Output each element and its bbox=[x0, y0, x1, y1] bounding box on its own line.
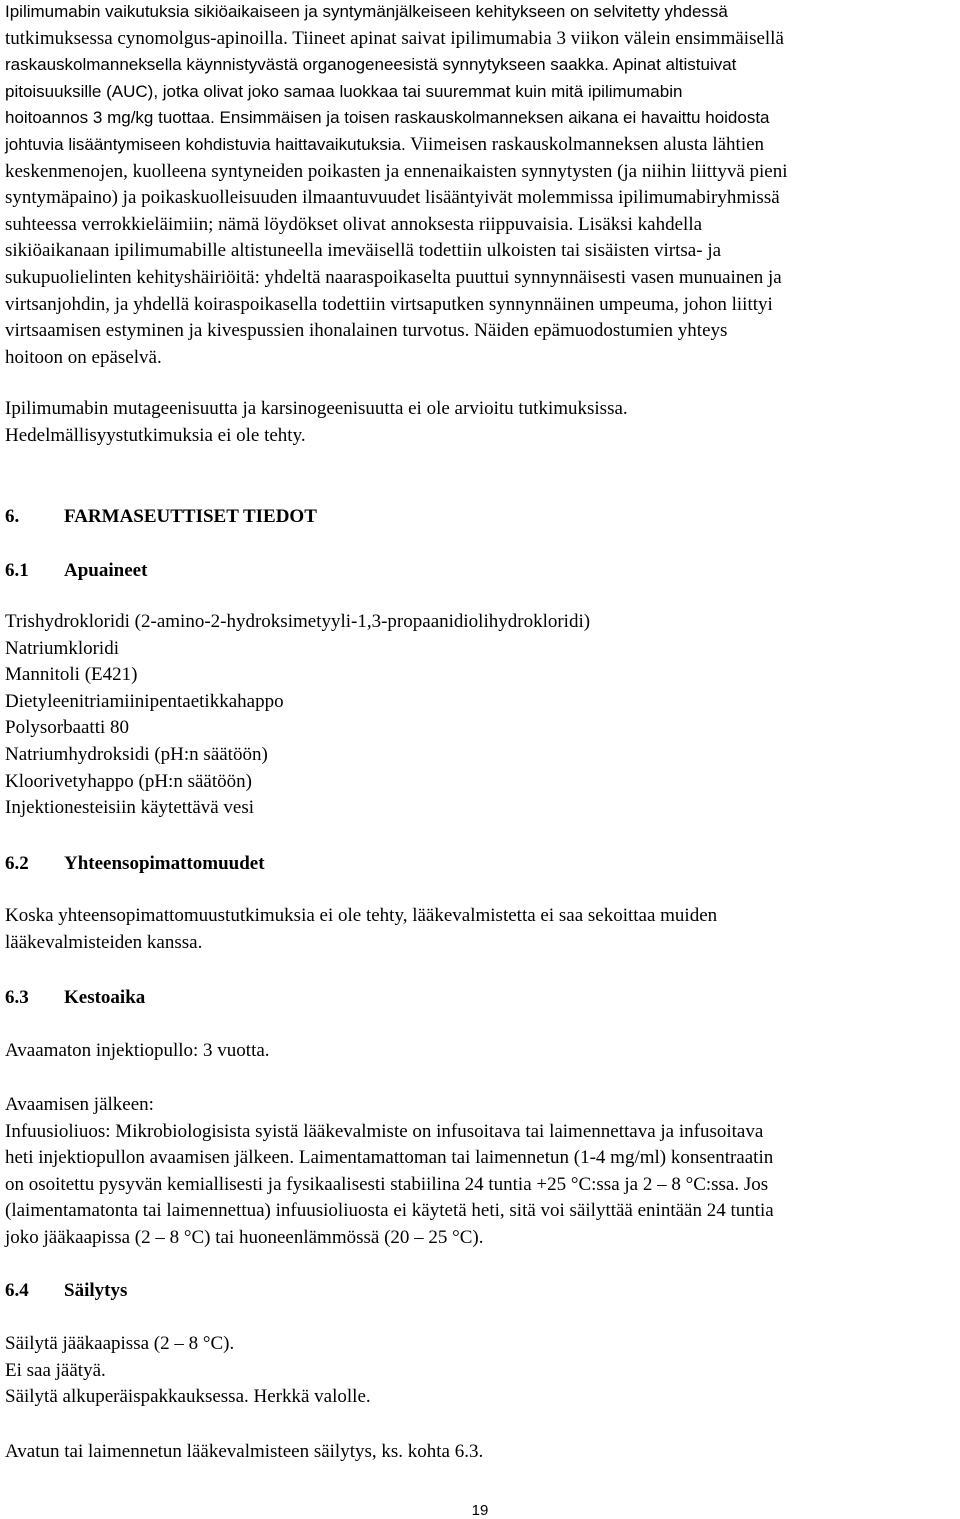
text-line: Koska yhteensopimattomuustutkimuksia ei ole tehty, lääkevalmistetta ei saa sekoittaa muiden bbox=[5, 905, 718, 926]
section-title: Apuaineet bbox=[64, 560, 148, 581]
excipients-list bbox=[5, 609, 590, 822]
text-line: Ipilimumabin mutageenisuutta ja karsinogeenisuutta ei ole arvioitu tutkimuksissa. bbox=[5, 398, 628, 419]
section-6-4-heading bbox=[5, 1278, 127, 1304]
text-line: sikiöaikanaan ipilimumabille altistuneella imeväisellä todettiin ulkoisten tai sisäisten virtsa- ja bbox=[5, 240, 722, 262]
text-line: hoitoannos 3 mg/kg tuottaa. Ensimmäisen ja toisen raskauskolmanneksen aikana ei havaittu hoidosta bbox=[5, 108, 770, 128]
text-line: Hedelmällisyystutkimuksia ei ole tehty. bbox=[5, 424, 306, 446]
section-number: 6.2 bbox=[5, 853, 29, 874]
text-line: raskauskolmanneksella käynnistyvästä organogeneesistä synnytykseen saakka. Apinat altistuivat bbox=[5, 55, 737, 75]
text-line: Avatun tai laimennetun lääkevalmisteen säilytys, ks. kohta 6.3. bbox=[5, 1441, 484, 1462]
text-line: Ipilimumabin vaikutuksia sikiöaikaiseen ja syntymänjälkeiseen kehitykseen on selvitetty yhdessä bbox=[5, 2, 728, 21]
storage-paragraph bbox=[5, 1331, 371, 1411]
text-line: joko jääkaapissa (2 – 8 °C) tai huoneenlämmössä (20 – 25 °C). bbox=[5, 1226, 484, 1248]
text-line: suhteessa verrokkieläimiin; nämä löydökset olivat annoksesta riippuvaisia. Lisäksi kahdella bbox=[5, 213, 703, 235]
section-6-heading bbox=[5, 504, 317, 530]
section-6-1-heading bbox=[5, 558, 147, 584]
text-line: keskenmenojen, kuolleena syntyneiden poikasten ja ennenaikaisten synnytysten (ja niihin liittyvä pieni bbox=[5, 160, 788, 182]
text-line: lääkevalmisteiden kanssa. bbox=[5, 931, 203, 953]
section-title: Säilytys bbox=[64, 1280, 128, 1301]
section-number: 6. bbox=[5, 506, 20, 527]
text-line: syntymäpaino) ja poikaskuolleisuuden ilmaantuvuudet lisääntyivät molemmissa ipilimumabiryhmissä bbox=[5, 187, 780, 209]
text-line: hoitoon on epäselvä. bbox=[5, 346, 162, 368]
section-number: 6.1 bbox=[5, 560, 29, 581]
incompatibilities-paragraph bbox=[5, 903, 717, 956]
section-number: 6.4 bbox=[5, 1280, 29, 1301]
page-number: 19 bbox=[471, 1502, 489, 1519]
list-item: Injektionesteisiin käytettävä vesi bbox=[5, 797, 255, 819]
section-title: Yhteensopimattomuudet bbox=[64, 853, 265, 874]
text-line: Avaamaton injektiopullo: 3 vuotta. bbox=[5, 1040, 270, 1061]
preclinical-paragraph bbox=[5, 0, 788, 371]
text-line: tutkimuksessa cynomolgus-apinoilla. Tiineet apinat saivat ipilimumabia 3 viikon välein ensimmäisellä bbox=[5, 27, 784, 49]
text-line: pitoisuuksille (AUC), jotka olivat joko samaa luokkaa tai suuremmat kuin mitä ipilimumabin bbox=[5, 81, 683, 101]
text-line: johtuvia lisääntymiseen kohdistuvia haittavaikutuksia. bbox=[5, 134, 406, 154]
text-line: Ei saa jäätyä. bbox=[5, 1359, 106, 1381]
text-line: Viimeisen raskauskolmanneksen alusta lähtien bbox=[405, 133, 765, 155]
after-opening-paragraph bbox=[5, 1092, 774, 1252]
list-item: Polysorbaatti 80 bbox=[5, 717, 130, 739]
mutagenicity-paragraph bbox=[5, 396, 628, 449]
text-line: Infuusioliuos: Mikrobiologisista syistä lääkevalmiste on infusoitava tai laimennettava ja infusoitava bbox=[5, 1120, 764, 1142]
text-line: on osoitettu pysyvän kemiallisesti ja fysikaalisesti stabiilina 24 tuntia +25 °C:ssa ja 2 – 8 °C:ssa. Jos bbox=[5, 1173, 769, 1195]
text-line: Säilytä jääkaapissa (2 – 8 °C). bbox=[5, 1333, 235, 1354]
section-number: 6.3 bbox=[5, 987, 29, 1008]
text-line: heti injektiopullon avaamisen jälkeen. Laimentamattoman tai laimennetun (1-4 mg/ml) konsentraatin bbox=[5, 1147, 774, 1169]
section-6-3-heading bbox=[5, 985, 145, 1011]
unopened-shelf-life bbox=[5, 1038, 270, 1065]
storage-reference bbox=[5, 1439, 483, 1466]
text-line: virtsaamisen estyminen ja kivespussien ihonalainen turvotus. Näiden epämuodostumien yhteys bbox=[5, 320, 728, 342]
section-6-2-heading bbox=[5, 851, 265, 877]
text-line: virtsanjohdin, ja yhdellä koiraspoikasella todettiin virtsaputken synnynnäinen umpeuma, johon liittyi bbox=[5, 293, 773, 315]
text-line: Säilytä alkuperäispakkauksessa. Herkkä valolle. bbox=[5, 1386, 371, 1408]
text-line: sukupuolielinten kehityshäiriöitä: yhdeltä naaraspoikaselta puuttui synnynnäisesti vasen munuainen ja bbox=[5, 266, 782, 288]
section-title: FARMASEUTTISET TIEDOT bbox=[64, 506, 317, 527]
list-item: Trishydrokloridi (2-amino-2-hydroksimetyyli-1,3-propaanidiolihydrokloridi) bbox=[5, 611, 591, 632]
list-item: Mannitoli (E421) bbox=[5, 664, 138, 686]
text-line: (laimentamatonta tai laimennettua) infuusioliuosta ei käytetä heti, sitä voi säilyttää enintään 24 tuntia bbox=[5, 1200, 774, 1222]
section-title: Kestoaika bbox=[64, 987, 146, 1008]
list-item: Natriumkloridi bbox=[5, 637, 119, 659]
list-item: Dietyleenitriamiinipentaetikkahappo bbox=[5, 690, 284, 712]
text-line: Avaamisen jälkeen: bbox=[5, 1094, 154, 1115]
list-item: Natriumhydroksidi (pH:n säätöön) bbox=[5, 743, 268, 765]
list-item: Kloorivetyhappo (pH:n säätöön) bbox=[5, 770, 252, 792]
